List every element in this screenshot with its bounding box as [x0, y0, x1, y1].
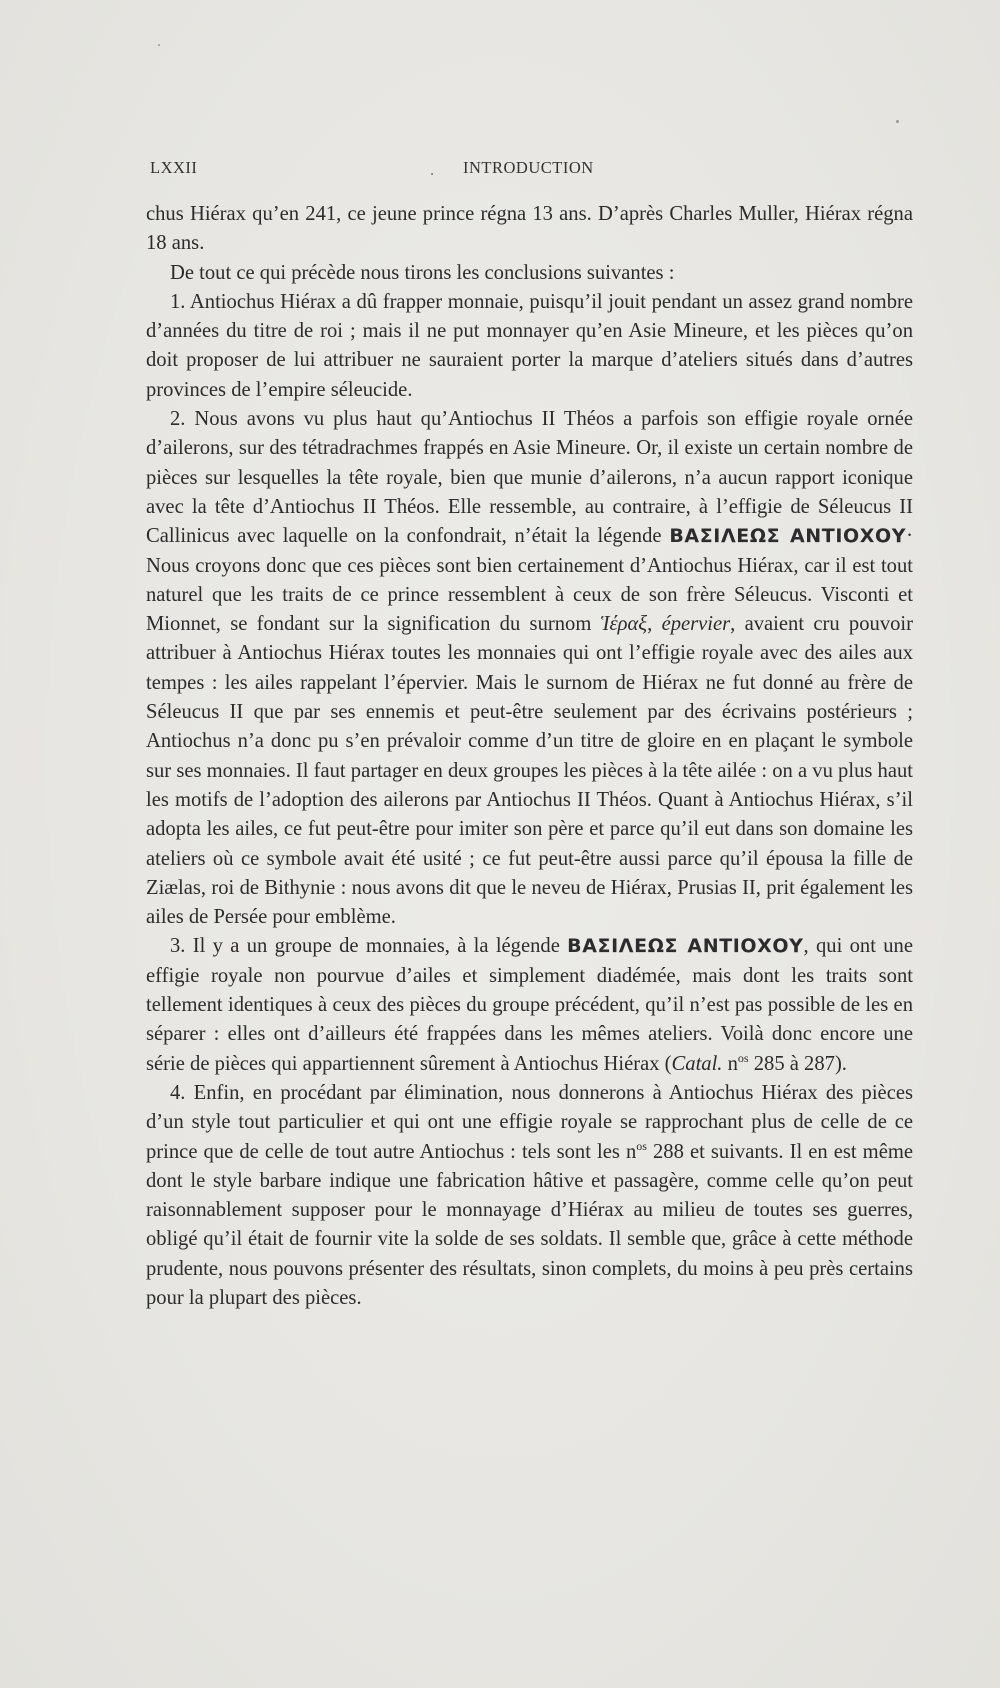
paragraph-text: · Nous croyons donc que ces pièces sont bien certainement d’Antiochus Hiérax, car il est tout naturel que les traits de ce prince ressemblent à ceux de son frère Séleucus. Visconti et Mionnet, se fondant sur la signification du surnom	[146, 525, 913, 636]
running-title: INTRODUCTION	[463, 158, 594, 177]
greek-legend: ΒΑΣΙΛΕΩΣ ΑΝΤΙΟΧΟΥ	[669, 525, 907, 548]
page-body	[146, 200, 913, 1313]
paragraph-text: 3. Il y a un groupe de monnaies, à la légende	[170, 935, 568, 958]
header-dot: .	[430, 160, 435, 179]
paragraph-text: chus Hiérax qu’en 241, ce jeune prince régna 13 ans. D’après Charles Muller, Hiérax régna 18 ans.	[146, 203, 913, 255]
catalogue-reference: Catal.	[671, 1052, 723, 1075]
paragraph-point-3	[146, 932, 913, 1078]
paragraph-text: , avaient cru pouvoir attribuer à Antiochus Hiérax toutes les monnaies qui ont l’effigie royale avec des ailes aux tempes : les ailes rappelant l’épervier. Mais le surnom de Hiérax ne fut donné au frère de Séleucus II que par ses ennemis et peut-être seulement par des écrivains postérieurs ; Antiochus n’a donc pu s’en prévaloir comme d’un titre de gloire en en plaçant le symbole sur ses monnaies. Il faut partager en deux groupes les pièces à la tête ailée : on a vu plus haut les motifs de l’adoption des ailerons par Antiochus II Théos. Quant à Antiochus Hiérax, s’il adopta les ailes, ce fut peut-être pour imiter son père et parce qu’il eut dans son domaine les ateliers où ce symbole avait été usité ; ce fut peut-être aussi parce qu’il épousa la fille de Ziælas, roi de Bithynie : nous avons dit que le neveu de Hiérax, Prusias II, prit également les ailes de Persée pour emblème.	[146, 613, 913, 929]
paragraph-text: 1. Antiochus Hiérax a dû frapper monnaie, puisqu’il jouit pendant un assez grand nombre d’années du titre de roi ; mais il ne put monnayer qu’en Asie Mineure, et les pièces qu’on doit proposer de lui attribuer ne sauraient porter la marque d’ateliers situés dans d’autres provinces de l’empire séleucide.	[146, 290, 913, 401]
paper-speck	[896, 120, 899, 123]
paper-speck	[158, 44, 160, 46]
paragraph-continuation	[146, 200, 913, 259]
paragraph-text: n	[722, 1052, 738, 1075]
italic-word: épervier	[661, 613, 731, 636]
paragraph-text: 4. Enfin, en procédant par élimination, nous donnerons à Antiochus Hiérax des pièces d’un style tout particulier et qui ont une effigie royale se rapprochant plus de celle de ce prince que de celle de tout autre Antiochus : tels sont les n	[146, 1081, 913, 1163]
superscript: os	[737, 1050, 749, 1065]
page-number: LXXII	[150, 158, 198, 177]
paragraph-text: , qui ont une effigie royale non pourvue d’ailes et simplement diadémée, mais dont les traits sont tellement identiques à ceux des pièces du groupe précédent, qu’il n’est pas possible de les en séparer : elles ont d’ailleurs été frappées dans les mêmes ateliers. Voilà donc encore une série de pièces qui appartiennent sûrement à Antiochus Hiérax (	[146, 935, 913, 1075]
paragraph-point-1	[146, 288, 913, 405]
superscript: os	[636, 1138, 647, 1153]
paragraph-text: 285 à 287).	[748, 1052, 847, 1075]
paragraph-conclusions-intro	[146, 259, 913, 288]
paragraph-text: ,	[647, 613, 662, 636]
paragraph-text: 2. Nous avons vu plus haut qu’Antiochus II Théos a parfois son effigie royale ornée d’ailerons, sur des tétradrachmes frappés en Asie Mineure. Or, il existe un certain nombre de pièces sur lesquelles la tête royale, bien que munie d’ailerons, n’a aucun rapport iconique avec la tête d’Antiochus II Théos. Elle ressemble, au contraire, à l’effigie de Séleucus II Callinicus avec laquelle on la confondrait, n’était la légende	[146, 408, 913, 548]
greek-word: Ἱέραξ	[600, 613, 648, 636]
paragraph-text: De tout ce qui précède nous tirons les conclusions suivantes :	[170, 261, 675, 284]
paragraph-text: 288 et suivants. Il en est même dont le style barbare indique une fabrication hâtive et passagère, comme celle qu’on peut raisonnablement supposer pour le monnayage d’Hiérax au milieu de toutes ses guerres, obligé qu’il était de fournir vite la solde de ses soldats. Il semble que, grâce à cette méthode prudente, nous pouvons présenter des résultats, sinon complets, du moins à peu près certains pour la plupart des pièces.	[146, 1140, 913, 1309]
running-header	[150, 158, 910, 182]
greek-legend: ΒΑΣΙΛΕΩΣ ΑΝΤΙΟΧΟΥ	[567, 935, 804, 958]
paragraph-point-2	[146, 405, 913, 932]
paragraph-point-4	[146, 1079, 913, 1313]
